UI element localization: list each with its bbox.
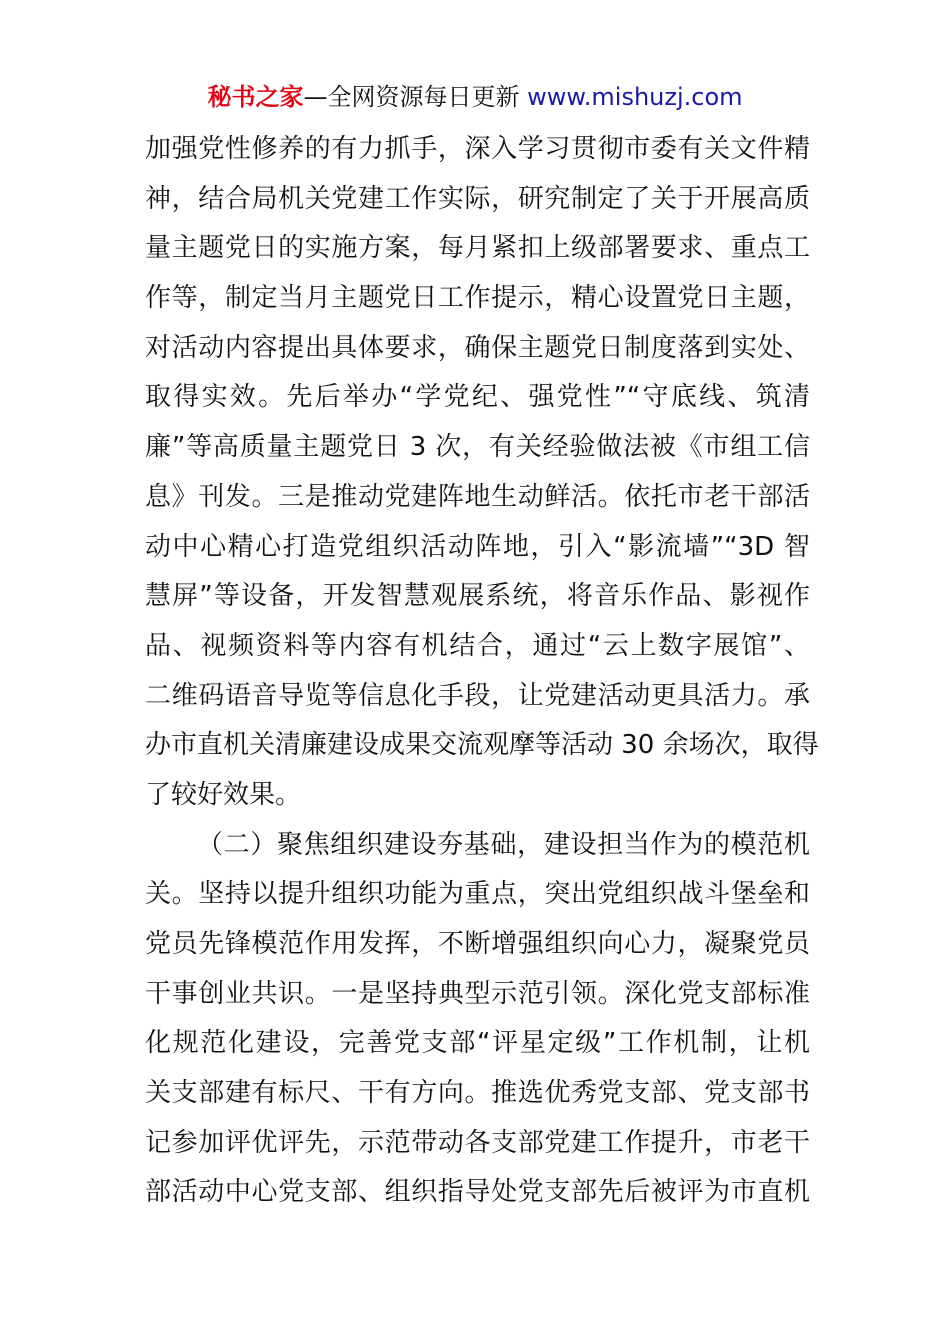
text-line: 对活动内容提出具体要求，确保主题党日制度落到实处、: [145, 332, 810, 363]
site-header: [0, 80, 950, 114]
brand-name: 秘书之家: [207, 83, 304, 111]
site-url-link[interactable]: www.mishuzj.com: [527, 83, 743, 111]
text-line: 息》刊发。三是推动党建阵地生动鲜活。依托市老干部活: [145, 481, 810, 512]
document-body: [145, 125, 819, 1218]
text-line: 神，结合局机关党建工作实际，研究制定了关于开展高质: [145, 183, 810, 214]
text-line: 记参加评优评先，示范带动各支部党建工作提升，市老干: [145, 1127, 810, 1158]
text-line: 品、视频资料等内容有机结合，通过“云上数字展馆”、: [145, 630, 810, 661]
text-line: 党员先锋模范作用发挥，不断增强组织向心力，凝聚党员: [145, 929, 810, 959]
text-line: 廉”等高质量主题党日 3 次，有关经验做法被《市组工信: [145, 432, 810, 463]
text-line: 量主题党日的实施方案，每月紧扣上级部署要求、重点工: [145, 233, 810, 264]
text-line: 动中心精心打造党组织活动阵地，引入“影流墙”“3D 智: [145, 531, 810, 562]
text-line: 关支部建有标尺、干有方向。推选优秀党支部、党支部书: [145, 1078, 810, 1109]
text-line: 办市直机关清廉建设成果交流观摩等活动 30 余场次，取得: [145, 730, 819, 761]
header-tagline: —全网资源每日更新: [303, 83, 520, 111]
text-line: 关。坚持以提升组织功能为重点，突出党组织战斗堡垒和: [145, 879, 810, 910]
section-heading-line: （二）聚焦组织建设夯基础，建设担当作为的模范机: [197, 829, 810, 860]
text-line: 部活动中心党支部、组织指导处党支部先后被评为市直机: [145, 1177, 810, 1208]
text-line: 取得实效。先后举办“学党纪、强党性”“守底线、筑清: [145, 382, 810, 413]
text-line: 干事创业共识。一是坚持典型示范引领。深化党支部标准: [145, 978, 810, 1009]
text-line: 了较好效果。: [145, 779, 302, 810]
text-line: 作等，制定当月主题党日工作提示，精心设置党日主题，: [145, 283, 810, 314]
text-line: 加强党性修养的有力抓手，深入学习贯彻市委有关文件精: [145, 134, 810, 164]
text-line: 慧屏”等设备，开发智慧观展系统，将音乐作品、影视作: [145, 581, 810, 612]
text-line: 二维码语音导览等信息化手段，让党建活动更具活力。承: [145, 680, 810, 711]
text-line: 化规范化建设，完善党支部“评星定级”工作机制，让机: [145, 1028, 810, 1059]
